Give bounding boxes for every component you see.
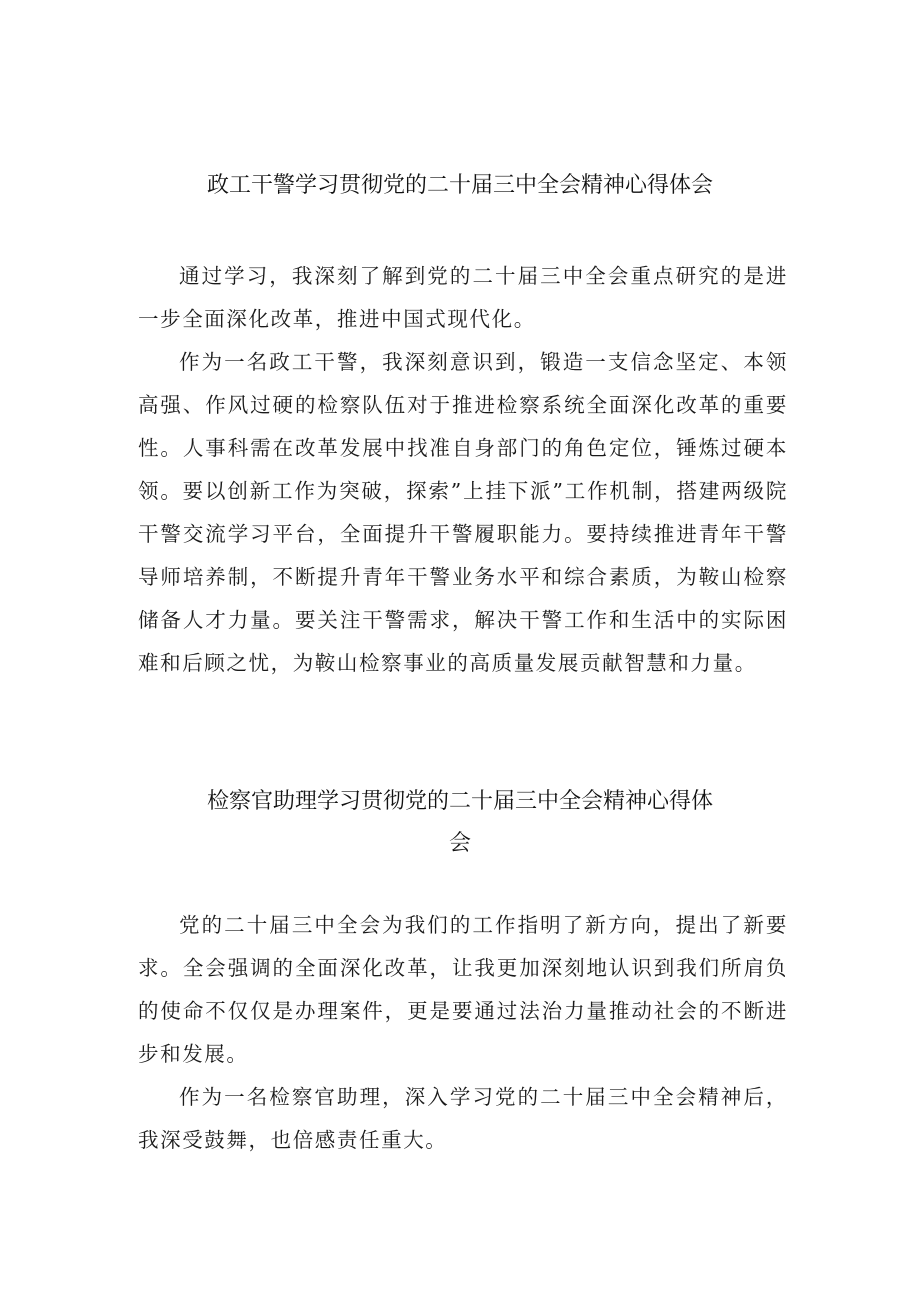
section-2-title-line-2: 会 [448, 831, 471, 856]
section-2-body [138, 904, 788, 1162]
section-2-paragraph-1: 党的二十届三中全会为我们的工作指明了新方向，提出了新要求。全会强调的全面深化改革，让我更加深刻地认识到我们所肩负的使命不仅仅是办理案件，更是要通过法治力量推动社会的不断进步和发展。 [138, 913, 788, 1066]
section-1-paragraph-2: 作为一名政工干警，我深刻意识到，锻造一支信念坚定、本领高强、作风过硬的检察队伍对于推进检察系统全面深化改革的重要性。人事科需在改革发展中找准自身部门的角色定位，锤炼过硬本领。要以创新工作为突破，探索”上挂下派”工作机制，搭建两级院干警交流学习平台，全面提升干警履职能力。要持续推进青年干警导师培养制，不断提升青年干警业务水平和综合素质，为鞍山检察储备人才力量。要关注干警需求，解决干警工作和生活中的实际困难和后顾之忧，为鞍山检察事业的高质量发展贡献智慧和力量。 [138, 350, 788, 675]
section-1-paragraph-1: 通过学习，我深刻了解到党的二十届三中全会重点研究的是进一步全面深化改革，推进中国式现代化。 [138, 264, 788, 331]
section-2-title [140, 781, 780, 865]
section-1-title: 政工干警学习贯彻党的二十届三中全会精神心得体会 [206, 173, 713, 198]
section-2-title-line-1: 检察官助理学习贯彻党的二十届三中全会精神心得体 [206, 789, 713, 814]
section-2-paragraph-2: 作为一名检察官助理，深入学习党的二十届三中全会精神后，我深受鼓舞，也倍感责任重大。 [138, 1085, 788, 1152]
section-1-body [138, 255, 788, 685]
